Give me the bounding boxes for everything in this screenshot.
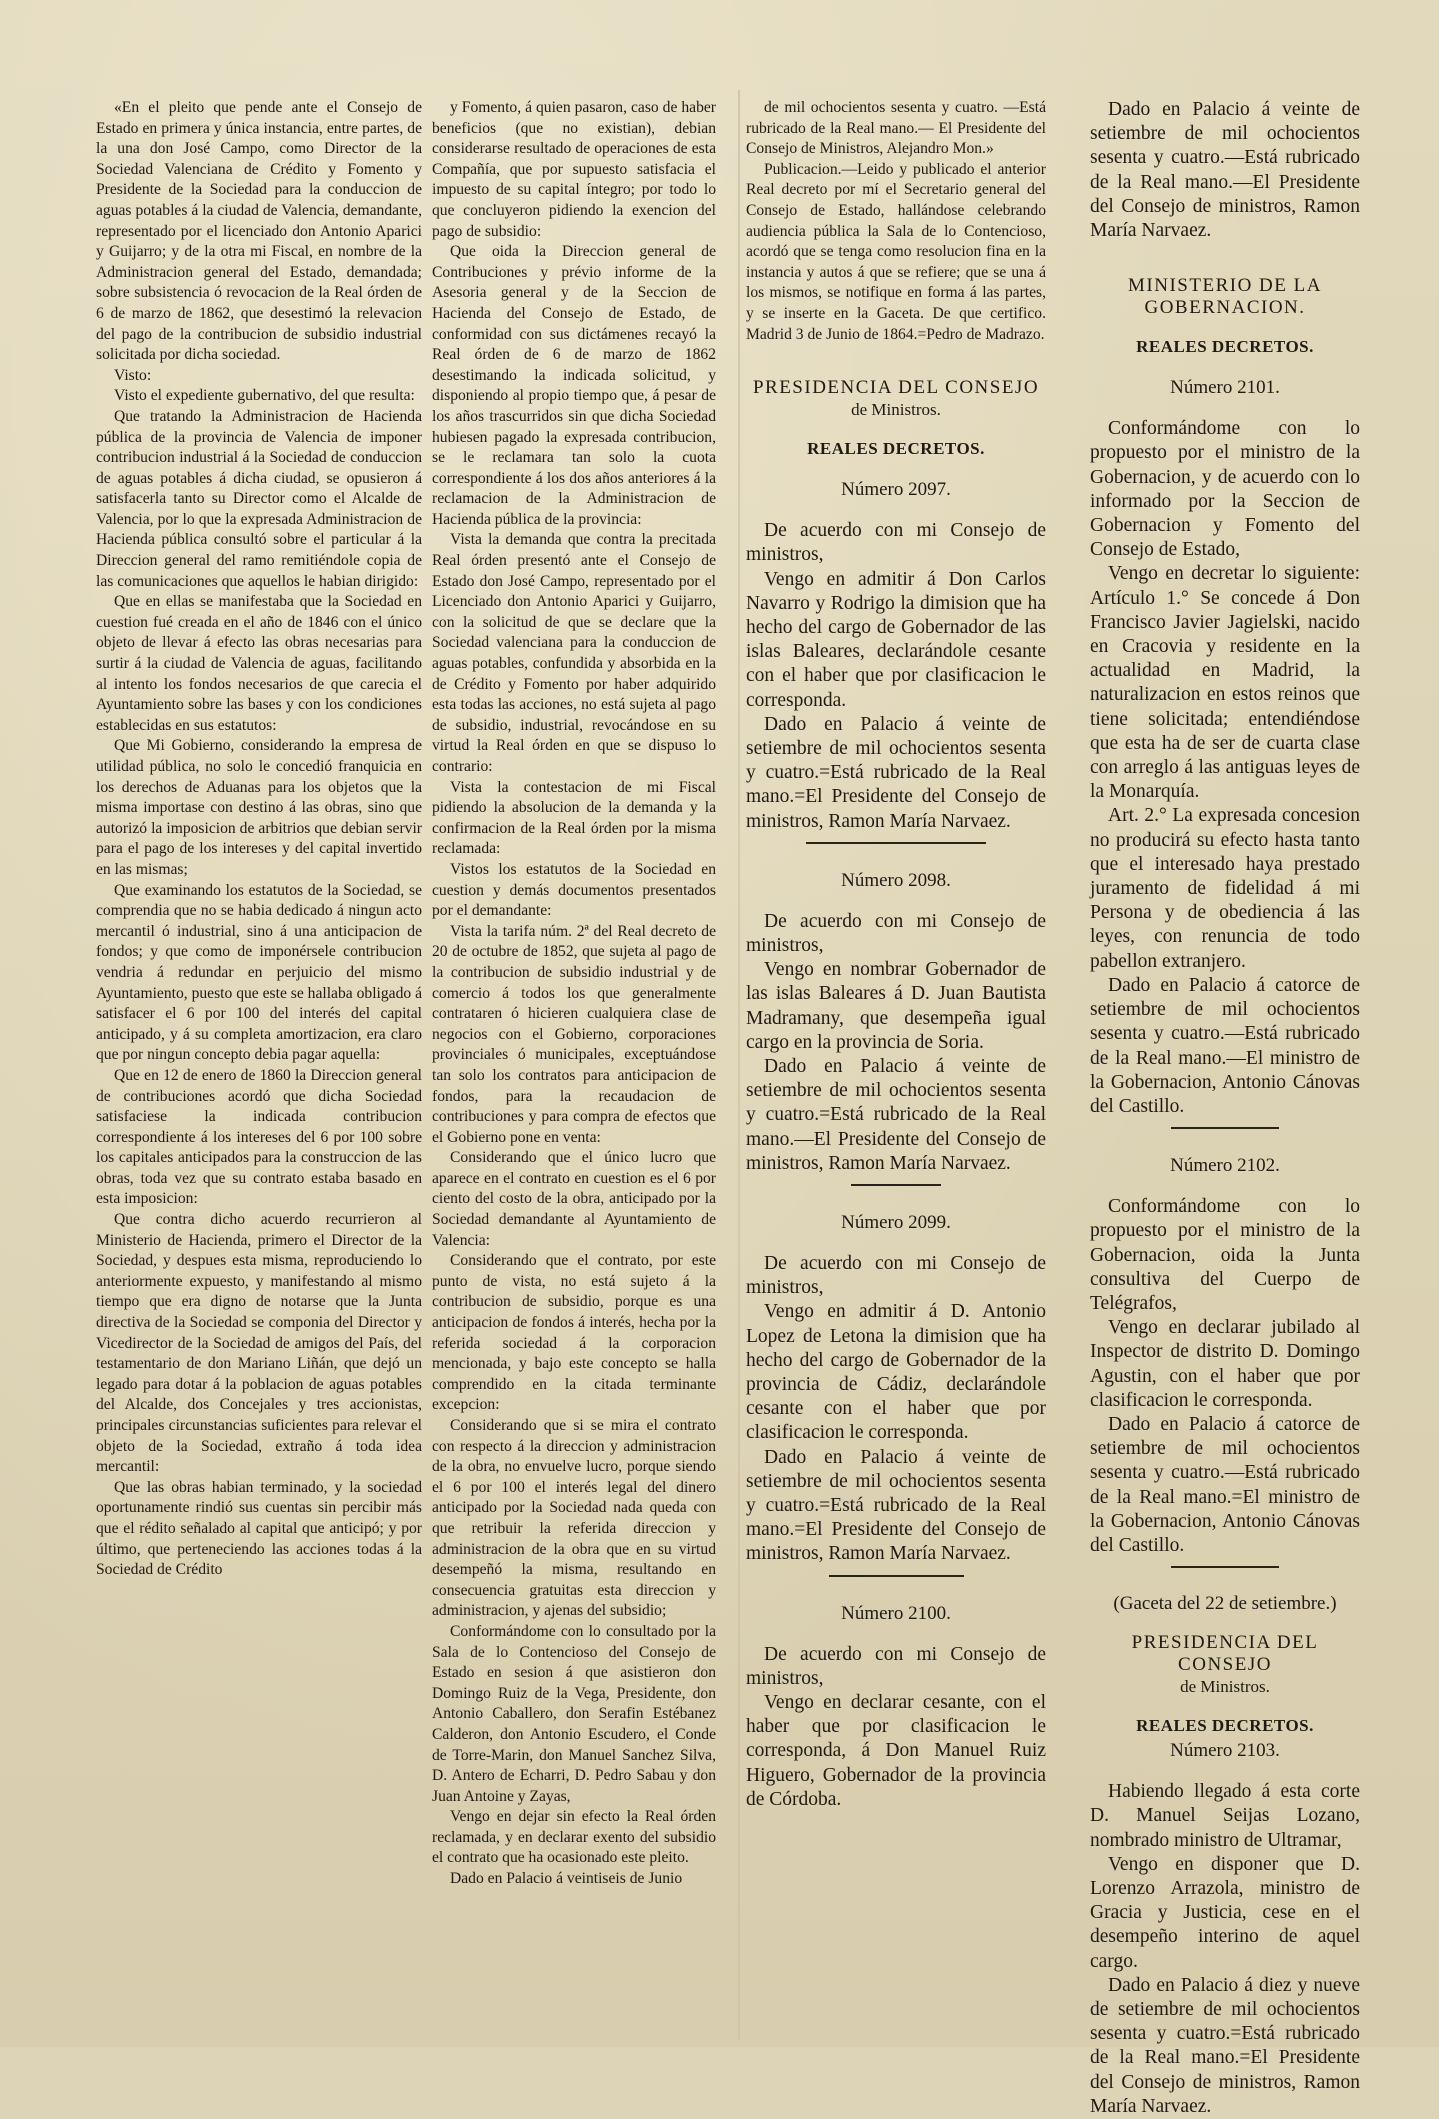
- paragraph: Publicacion.—Leido y publicado el anterior Real decreto por mí el Secretario general del Consejo de Estado, hallándose celebrando audiencia pública la Sala de lo Contencioso, acordó que se tenga como resolucion fina en la instancia y autos á que se refiere; que se una á los mismos, se notifique en forma á las partes, y se inserte en la Gaceta. De que certifico. Madrid 3 de Junio de 1864.=Pedro de Madrazo.: [746, 160, 1046, 343]
- section-subheading: de Ministros.: [1180, 1677, 1270, 1697]
- column-1: [96, 98, 422, 2038]
- paragraph: Habiendo llegado á esta corte D. Manuel Seijas Lozano, nombrado ministro de Ultramar,: [1090, 1781, 1360, 1851]
- section-heading: MINISTERIO DE LA GOBERNACION.: [1128, 275, 1322, 319]
- decree-number: Número 2103.: [1170, 1740, 1280, 1762]
- paragraph: Vengo en declarar jubilado al Inspector de distrito D. Domingo Agustin, con el haber que por clasificacion le corresponda.: [1090, 1317, 1360, 1411]
- paragraph: Vista la demanda que contra la precitada Real órden presentó ante el Consejo de Estado don José Campo, representado por el Licenciado don Antonio Aparici y Guijarro, con la solicitud de que se declare que la Sociedad valenciana para la conduccion de aguas potables, confundida y absorbida en la de Crédito y Fomento por haber adquirido esta todas las acciones, no está sujeta al pago de subsidio, industrial, revocándose en su virtud la Real órden en que se dispuso lo contrario:: [432, 531, 716, 775]
- section-heading: PRESIDENCIA DEL CONSEJO: [1131, 1632, 1319, 1676]
- paragraph: Conformándome con lo consultado por la Sala de lo Contencioso del Consejo de Estado en sesion á que asistieron don Domingo Ruiz de la Vega, Presidente, don Antonio Caballero, don Serafin Estébanez Calderon, don Antonio Escudero, el Conde de Torre-Marin, don Manuel Sanchez Silva, D. Antero de Echarri, D. Pedro Sabau y don Juan Antoine y Zayas,: [432, 1622, 716, 1805]
- paragraph: Que las obras habian terminado, y la sociedad oportunamente rindió sus cuentas sin percibir más que el rédito señalado al capital que anticipó; y por último, que perteneciendo las acciones todas á la Sociedad de Crédito: [96, 1478, 422, 1579]
- decrees-heading: REALES DECRETOS.: [1136, 337, 1314, 357]
- paragraph: Dado en Palacio á veinte de setiembre de mil ochocientos sesenta y cuatro.=Está rubricado de la Real mano.=El Presidente del Consejo de ministros, Ramon María Narvaez.: [746, 713, 1046, 832]
- paragraph: Que contra dicho acuerdo recurrieron al Ministerio de Hacienda, primero el Director de la Sociedad, y despues esta misma, reproduciendo lo anteriormente expuesto, y manifestando al mismo tiempo que era digno de notarse que la Junta directiva de la Sociedad se componia del Director y Vicedirector de la Sociedad de amigos del País, del testamentario de don Mariano Liñán, que dejó un legado para dotar á la poblacion de aguas potables del Alcalde, dos Concejales y tres accionistas, principales circunstancias suficientes para relevar el objeto de la Sociedad, extraño á toda idea mercantil:: [96, 1211, 422, 1476]
- paragraph: Que en ellas se manifestaba que la Sociedad en cuestion fué creada en el año de 1846 con el único objeto de llevar á efecto las obras necesarias para surtir á la ciudad de Valencia de aguas, facilitando al intento los fondos necesarios de que carecia el Ayuntamiento sobre las bases y con los condiciones establecidas en sus estatutos:: [96, 593, 422, 734]
- paragraph: Que tratando la Administracion de Hacienda pública de la provincia de Valencia de imponer contribucion industrial á la Sociedad de conduccion de aguas potables á dicha ciudad, se opusieron á satisfacerla tanto su Director como el Alcalde de Valencia, por lo que la expresada Administracion de Hacienda pública consultó sobre el particular á la Direccion general del ramo remitiéndole copia de las comunicaciones que aquellos le habian dirigido:: [96, 407, 422, 590]
- divider: [1171, 1127, 1279, 1129]
- column-4: [1090, 98, 1360, 2117]
- paragraph: Que oida la Direccion general de Contribuciones y prévio informe de la Asesoria general y de la Seccion de Hacienda del Consejo de Estado, de conformidad con sus dictámenes recayó la Real órden de 6 de marzo de 1862 desestimando la indicada solicitud, y disponiendo al propio tiempo que, á pesar de los años trascurridos sin que dicha Sociedad hubiesen pagado la expresada contribucion, se le reclamara tan solo la cuota correspondiente á los dos años anteriores á la reclamacion de la Administracion de Hacienda pública de la provincia:: [432, 243, 716, 528]
- paragraph: Que en 12 de enero de 1860 la Direccion general de contribuciones acordó que dicha Sociedad satisfaciese la indicada contribucion correspondiente á los intereses del 6 por 100 sobre los capitales anticipados para la construccion de las obras, toda vez que su contrato estaba basado en esta imposicion:: [96, 1066, 422, 1208]
- page-fold: [738, 90, 740, 2040]
- decree-number: Número 2099.: [841, 1212, 951, 1233]
- paragraph: Dado en Palacio á veinte de setiembre de mil ochocientos sesenta y cuatro.=Está rubricado de la Real mano.—El Presidente del Consejo de ministros, Ramon María Narvaez.: [746, 1055, 1046, 1174]
- paragraph: Vista la contestacion de mi Fiscal pidiendo la absolucion de la demanda y la confirmacion de la Real órden por la misma reclamada:: [432, 778, 716, 858]
- decree-number: Número 2097.: [841, 479, 951, 501]
- decree-number: Número 2102.: [1170, 1155, 1280, 1177]
- paragraph: de mil ochocientos sesenta y cuatro. —Está rubricado de la Real mano.— El Presidente del Consejo de Ministros, Alejandro Mon.»: [746, 99, 1046, 158]
- paragraph: Vista la tarifa núm. 2ª del Real decreto de 20 de octubre de 1852, que sujeta al pago de la contribucion de subsidio industrial y de comercio á todos los que generalmente contrataren ó hicieren cualquiera clase de negocios con el Gobierno, corporaciones provinciales ó municipales, exceptuándose tan solo los contratos para anticipacion de fondos, para la recaudacion de contribuciones y para compra de efectos que el Gobierno pone en venta:: [432, 922, 716, 1146]
- paragraph: Considerando que el contrato, por este punto de vista, no está sujeto á la contribucion de subsidio, porque es una anticipacion de fondos á interés, hecha por la referida sociedad á la corporacion mencionada, y bajo este concepto se halla comprendido en la citada terminante excepcion:: [432, 1252, 716, 1414]
- decree-number: Número 2101.: [1170, 377, 1280, 399]
- paragraph: «En el pleito que pende ante el Consejo de Estado en primera y única instancia, entre partes, de la una don José Campo, como Director de la Sociedad Valenciana de Crédito y Fomento y Presidente de la Sociedad para la conduccion de aguas potables á la ciudad de Valencia, demandante, representado por el licenciado don Antonio Aparici y Guijarro; y de la otra mi Fiscal, en nombre de la Administracion general del Estado, demandada; sobre subsistencia ó revocacion de la Real órden de 6 de marzo de 1862, que desestimó la relevacion del pago de la contribucion de subsidio industrial solicitada por dicha sociedad.: [96, 99, 422, 364]
- column-3: [746, 98, 1046, 2038]
- section-subheading: de Ministros.: [851, 400, 941, 420]
- column-2: [432, 98, 716, 2038]
- paragraph: Considerando que si se mira el contrato con respecto á la direccion y administracion de la obra, no envuelve lucro, porque siendo el 6 por 100 el interés legal del dinero anticipado por la Sociedad nada queda con que retribuir la referida direccion y administracion de la obra que en su virtud desempeñó la misma, resultando en consecuencia gratuitas esta direccion y administracion, y ajenas del subsidio;: [432, 1417, 716, 1620]
- paragraph: Dado en Palacio á diez y nueve de setiembre de mil ochocientos sesenta y cuatro.=Está rubricado de la Real mano.=El Presidente del Consejo de ministros, Ramon María Narvaez.: [1090, 1974, 1360, 2117]
- paragraph: De acuerdo con mi Consejo de ministros,: [746, 520, 1046, 566]
- paragraph: Vengo en admitir á D. Antonio Lopez de Letona la dimision que ha hecho del cargo de Gobernador de la provincia de Cádiz, declarándole cesante con el haber que por clasificacion le corresponda.: [746, 1301, 1046, 1444]
- paragraph: Vengo en nombrar Gobernador de las islas Baleares á D. Juan Bautista Madramany, que desempeña igual cargo en la provincia de Soria.: [746, 959, 1046, 1053]
- decrees-heading: REALES DECRETOS.: [807, 439, 985, 459]
- paragraph: Visto:: [114, 366, 152, 384]
- paragraph: Que examinando los estatutos de la Sociedad, se comprendia que no se habia dedicado á ningun acto mercantil ó industrial, sino á una anticipacion de fondos; y que como de imponérsele contribucion vendria á redundar en perjuicio del mismo Ayuntamiento, puesto que este se hallaba obligado á satisfacer el 6 por 100 del interés del capital anticipado, y á su completa amortizacion, era claro que por ningun concepto debia pagar aquella:: [96, 881, 422, 1064]
- paragraph: De acuerdo con mi Consejo de ministros,: [746, 910, 1046, 956]
- decree-number: Número 2100.: [841, 1602, 951, 1624]
- paragraph: Vengo en declarar cesante, con el haber que por clasificacion le corresponda, á Don Manuel Ruiz Higuero, Gobernador de la provincia de Córdoba.: [746, 1692, 1046, 1810]
- paragraph: Vengo en decretar lo siguiente: Artículo 1.° Se concede á Don Francisco Javier Jagielski, nacido en Cracovia y residente en la actualidad en Madrid, la naturalizacion en estos reinos que tiene solicitada; entendiéndose que esta ha de ser de cuarta clase con arreglo á las antiguas leyes de la Monarquía.: [1090, 563, 1360, 803]
- paragraph: Vengo en admitir á Don Carlos Navarro y Rodrigo la dimision que ha hecho del cargo de Gobernador de las islas Baleares, declarándole cesante con el haber que por clasificacion le corresponda.: [746, 568, 1046, 711]
- paragraph: Conformándome con lo propuesto por el ministro de la Gobernacion, oida la Junta consultiva del Cuerpo de Telégrafos,: [1090, 1196, 1360, 1314]
- section-heading: PRESIDENCIA DEL CONSEJO: [752, 377, 1040, 399]
- paragraph: y Fomento, á quien pasaron, caso de haber beneficios (que no existian), debian considerarse resultado de operaciones de esta Compañía, que por supuesto satisfacia el impuesto de su capital íntegro; por todo lo que concluyeron pidiendo la exencion del pago de subsidio:: [432, 99, 716, 240]
- paragraph: De acuerdo con mi Consejo de ministros,: [746, 1643, 1046, 1689]
- gazette-date: (Gaceta del 22 de setiembre.): [1113, 1593, 1337, 1615]
- divider: [1171, 1566, 1279, 1568]
- paragraph: Visto el expediente gubernativo, del que resulta:: [114, 387, 415, 405]
- paragraph: Dado en Palacio á veintiseis de Junio: [450, 1870, 683, 1888]
- divider: [851, 1184, 941, 1186]
- decree-number: Número 2098.: [841, 869, 951, 891]
- paragraph: Dado en Palacio á veinte de setiembre de mil ochocientos sesenta y cuatro.—Está rubricado de la Real mano.—El Presidente del Consejo de ministros, Ramon María Narvaez.: [1090, 99, 1360, 242]
- paragraph: Vengo en dejar sin efecto la Real órden reclamada, y en declarar exento del subsidio el contrato que ha ocasionado este pleito.: [432, 1808, 716, 1867]
- decrees-heading: REALES DECRETOS.: [1136, 1716, 1314, 1736]
- paragraph: Dado en Palacio á veinte de setiembre de mil ochocientos sesenta y cuatro.=Está rubricado de la Real mano.=El Presidente del Consejo de ministros, Ramon María Narvaez.: [746, 1446, 1046, 1565]
- paragraph: De acuerdo con mi Consejo de ministros,: [746, 1253, 1046, 1299]
- paragraph: Considerando que el único lucro que aparece en el contrato en cuestion es el 6 por ciento del costo de la obra, anticipado por la Sociedad demandante al Ayuntamiento de Valencia:: [432, 1149, 716, 1249]
- divider: [829, 1575, 964, 1577]
- paragraph: Art. 2.° La expresada concesion no producirá su efecto hasta tanto que el interesado haya prestado juramento de fidelidad á mi Persona y de obediencia á las leyes, con renuncia de todo pabellon extranjero.: [1090, 805, 1360, 972]
- paragraph: Conformándome con lo propuesto por el ministro de la Gobernacion, y de acuerdo con lo informado por la Seccion de Gobernacion y Fomento del Consejo de Estado,: [1090, 418, 1360, 561]
- divider: [806, 842, 986, 844]
- paragraph: Dado en Palacio á catorce de setiembre de mil ochocientos sesenta y cuatro.—Está rubricado de la Real mano.—El ministro de la Gobernacion, Antonio Cánovas del Castillo.: [1090, 974, 1360, 1117]
- paragraph: Vistos los estatutos de la Sociedad en cuestion y demás documentos presentados por el demandante:: [432, 860, 716, 920]
- paragraph: Que Mi Gobierno, considerando la empresa de utilidad pública, no solo le concedió franquicia en los derechos de Aduanas para los objetos que la misma importase con destino á las obras, sino que autorizó la imposicion de arbitrios que debian servir para el pago de los intereses y del capital invertido en las mismas;: [96, 737, 422, 878]
- paragraph: Vengo en disponer que D. Lorenzo Arrazola, ministro de Gracia y Justicia, cese en el desempeño interino de aquel cargo.: [1090, 1853, 1360, 1972]
- paragraph: Dado en Palacio á catorce de setiembre de mil ochocientos sesenta y cuatro.—Está rubricado de la Real mano.=El ministro de la Gobernacion, Antonio Cánovas del Castillo.: [1090, 1413, 1360, 1556]
